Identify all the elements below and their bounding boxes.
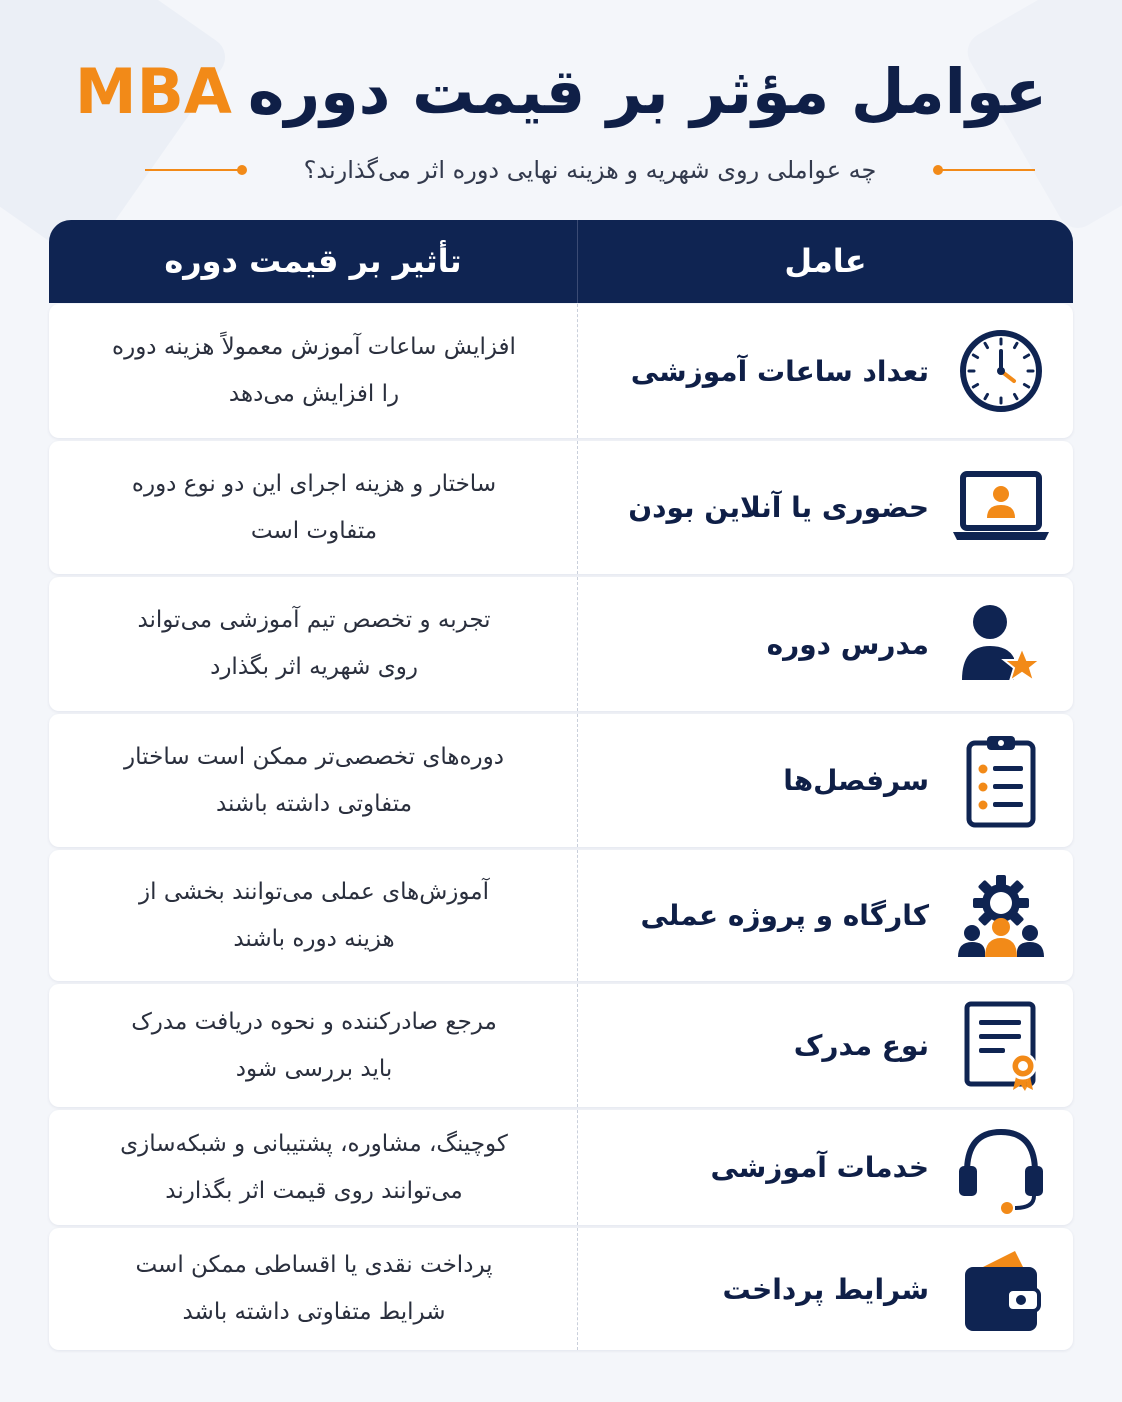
row-factor: نوع مدرک: [793, 1029, 929, 1062]
row-factor: کارگاه و پروژه عملی: [640, 899, 929, 932]
row-impact: [79, 304, 549, 438]
impact-line: تجربه و تخصص تیم آموزشی می‌تواند: [137, 607, 491, 633]
table-row: [49, 1228, 1073, 1350]
wallet-icon: [949, 1228, 1053, 1350]
impact-line: متفاوت است: [250, 517, 378, 544]
row-factor: مدرس دوره: [766, 627, 929, 661]
factors-table: [49, 220, 1073, 1350]
table-row: [49, 984, 1073, 1107]
table-header: [49, 220, 1073, 303]
table-row: [49, 577, 1073, 711]
impact-line: هزینه دوره باشند: [233, 925, 395, 952]
page-title: [0, 52, 1122, 132]
column-header-impact: تأثیر بر قیمت دوره: [164, 242, 462, 280]
impact-line: افزایش ساعات آموزش معمولاً هزینه دوره: [112, 334, 516, 360]
table-row: [49, 714, 1073, 847]
impact-line: را افزایش می‌دهد: [228, 381, 400, 407]
row-impact: [79, 984, 549, 1107]
table-row: [49, 1110, 1073, 1225]
row-factor: سرفصل‌ها: [783, 764, 929, 797]
table-row: [49, 441, 1073, 574]
impact-line: متفاوتی داشته باشند: [215, 790, 413, 817]
impact-line: دوره‌های تخصصی‌تر ممکن است ساختار: [124, 743, 504, 770]
impact-line: روی شهریه اثر بگذارد: [210, 654, 418, 680]
impact-line: ساختار و هزینه اجرای این دو نوع دوره: [131, 470, 497, 497]
team-gear-icon: [949, 850, 1053, 981]
row-impact: [79, 850, 549, 981]
row-factor: حضوری یا آنلاین بودن: [628, 491, 929, 524]
impact-line: شرایط متفاوتی داشته باشد: [182, 1299, 446, 1325]
instructor-star-icon: [949, 577, 1053, 711]
impact-line: پرداخت نقدی یا اقساطی ممکن است: [135, 1252, 493, 1278]
subtitle-line-right: [935, 169, 1035, 171]
clipboard-list-icon: [949, 714, 1053, 847]
impact-line: کوچینگ، مشاوره، پشتیبانی و شبکه‌سازی: [120, 1130, 508, 1157]
title-accent: MBA: [74, 55, 232, 128]
column-header-factor: عامل: [784, 242, 867, 280]
row-impact: [79, 577, 549, 711]
impact-line: مرجع صادرکننده و نحوه دریافت مدرک: [131, 1008, 497, 1035]
subtitle-row: [145, 148, 1035, 192]
headset-icon: [949, 1110, 1053, 1225]
subtitle-line-left: [145, 169, 245, 171]
title-main: عوامل مؤثر بر قیمت دوره: [247, 55, 1048, 128]
impact-line: می‌توانند روی قیمت اثر بگذارند: [165, 1177, 463, 1204]
table-row: [49, 850, 1073, 981]
row-impact: [79, 714, 549, 847]
impact-line: آموزش‌های عملی می‌توانند بخشی از: [139, 878, 489, 905]
table-row: [49, 304, 1073, 438]
row-impact: [79, 441, 549, 574]
clock-icon: [949, 304, 1053, 438]
impact-line: باید بررسی شود: [235, 1055, 393, 1082]
laptop-user-icon: [949, 441, 1053, 574]
page-subtitle: چه عواملی روی شهریه و هزینه نهایی دوره اثر می‌گذارند؟: [303, 156, 877, 184]
certificate-icon: [949, 984, 1053, 1107]
row-factor: تعداد ساعات آموزشی: [630, 354, 929, 388]
row-impact: [79, 1228, 549, 1350]
row-factor: شرایط پرداخت: [722, 1272, 929, 1306]
row-impact: [79, 1110, 549, 1225]
row-factor: خدمات آموزشی: [710, 1151, 929, 1184]
